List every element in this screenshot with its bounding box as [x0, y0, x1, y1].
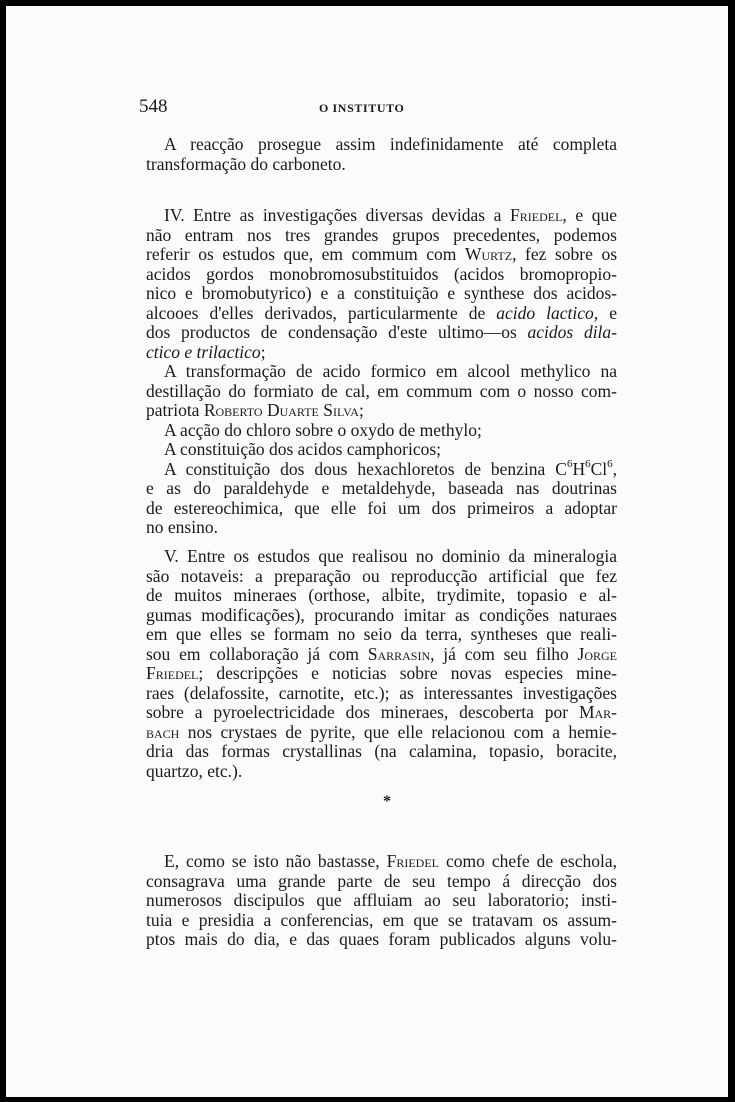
superscript: 6	[566, 457, 573, 470]
author-name: Friedel	[510, 205, 563, 225]
section-separator-asterisk: *	[383, 793, 391, 810]
text-line: numerosos discipulos que affluiam ao seu laboratorio; insti-	[146, 890, 617, 910]
author-name: Wurtz	[464, 244, 513, 264]
superscript: 6	[607, 457, 613, 470]
text-line: gumas modificações), procurando imitar as condições naturaes	[146, 604, 617, 625]
italic-term: ctico e trilactico	[146, 341, 261, 362]
text-line: quartzo, etc.).	[146, 760, 243, 781]
text-line: patriota Roberto Duarte Silva;	[146, 400, 364, 420]
paragraph-section-iv	[146, 206, 617, 538]
text-line: A constituição dos acidos camphoricos;	[164, 439, 442, 459]
text-line: sou em collaboração já com Sarrasin, já com seu filho Jorge	[146, 643, 618, 664]
text-line: bach nos crystaes de pyrite, que elle relacionou com a hemie-	[146, 721, 617, 742]
author-name: Friedel	[386, 851, 439, 871]
text-line: ctico e trilactico;	[146, 341, 266, 362]
text-line: A reacção prosegue assim indefinidamente até completa	[164, 134, 617, 154]
paragraph-section-v	[146, 547, 617, 781]
text-line: em que elles se formam no seio da terra, syntheses que reali-	[146, 624, 617, 644]
text-line: ptos mais do dia, e das quaes foram publicados alguns volu-	[146, 929, 617, 949]
author-name: Mar-	[578, 702, 617, 722]
text-line: A constituição dos dous hexachloretos de benzina $C^6H^6Cl^6$,	[164, 457, 617, 479]
text-line: V. Entre os estudos que realisou no dominio da mineralogia	[164, 546, 617, 566]
author-name: Roberto Duarte Silva	[203, 400, 359, 420]
text-line: destillação do formiato de cal, em commum com o nosso com-	[146, 380, 617, 401]
text-line: dria das formas crystallinas (na calamina, topasio, boracite,	[146, 741, 617, 761]
text-line: alcooes d'elles derivados, particularmente de acido lactico, e	[146, 302, 617, 323]
text-line: transformação do carboneto.	[146, 153, 346, 174]
italic-term: acidos dila-	[527, 322, 617, 342]
text-line: acidos gordos monobromosubstituidos (acidos bromopropio-	[146, 263, 617, 284]
italic-term: acido lactico,	[496, 302, 599, 323]
text-line: são notaveis: a preparação ou reproducção artificial que fez	[146, 565, 617, 586]
text-line: consagrava uma grande parte de seu tempo á direcção dos	[146, 870, 617, 891]
text-line: tuia e presidia a conferencias, em que se tratavam os assum-	[146, 909, 617, 930]
author-name: bach	[146, 721, 180, 742]
page-header	[139, 96, 609, 120]
text-line: A acção do chloro sobre o oxydo de methylo;	[164, 419, 482, 440]
paragraph-reaction	[146, 135, 617, 174]
author-name: Sarrasin	[367, 643, 431, 664]
text-line: no ensino.	[146, 517, 218, 537]
paragraph-eschola	[146, 852, 617, 950]
text-line: e as do paraldehyde e metaldehyde, baseada nas doutrinas	[146, 478, 617, 498]
text-line: Friedel; descripções e noticias sobre novas especies mine-	[146, 663, 617, 683]
text-line: IV. Entre as investigações diversas devidas a Friedel, e que	[164, 205, 617, 225]
text-line: E, como se isto não bastasse, Friedel como chefe de eschola,	[164, 851, 617, 871]
superscript: 6	[585, 457, 591, 470]
page-number: 548	[139, 96, 168, 117]
text-line: A transformação de acido formico em alcool methylico na	[164, 361, 617, 381]
text-line: de estereochimica, que elle foi um dos primeiros a adoptar	[146, 497, 617, 518]
running-title: O INSTITUTO	[319, 101, 405, 115]
text-line: dos productos de condensação d'este ultimo—os acidos dila-	[146, 322, 617, 342]
author-name: Friedel	[146, 663, 199, 683]
text-line: raes (delafossite, carnotite, etc.); as interessantes investigações	[146, 682, 617, 703]
text-line: de muitos mineraes (orthose, albite, trydimite, topasio e al-	[146, 585, 617, 605]
text-line: nico e bromobutyrico) e a constituição e synthese dos acidos-	[146, 283, 617, 303]
text-line: não entram nos tres grandes grupos precedentes, podemos	[146, 224, 617, 245]
author-name: Jorge	[577, 643, 618, 664]
text-line: referir os estudos que, em commum com Wurtz, fez sobre os	[146, 244, 617, 264]
text-line: sobre a pyroelectricidade dos mineraes, descoberta por Mar-	[146, 702, 617, 722]
